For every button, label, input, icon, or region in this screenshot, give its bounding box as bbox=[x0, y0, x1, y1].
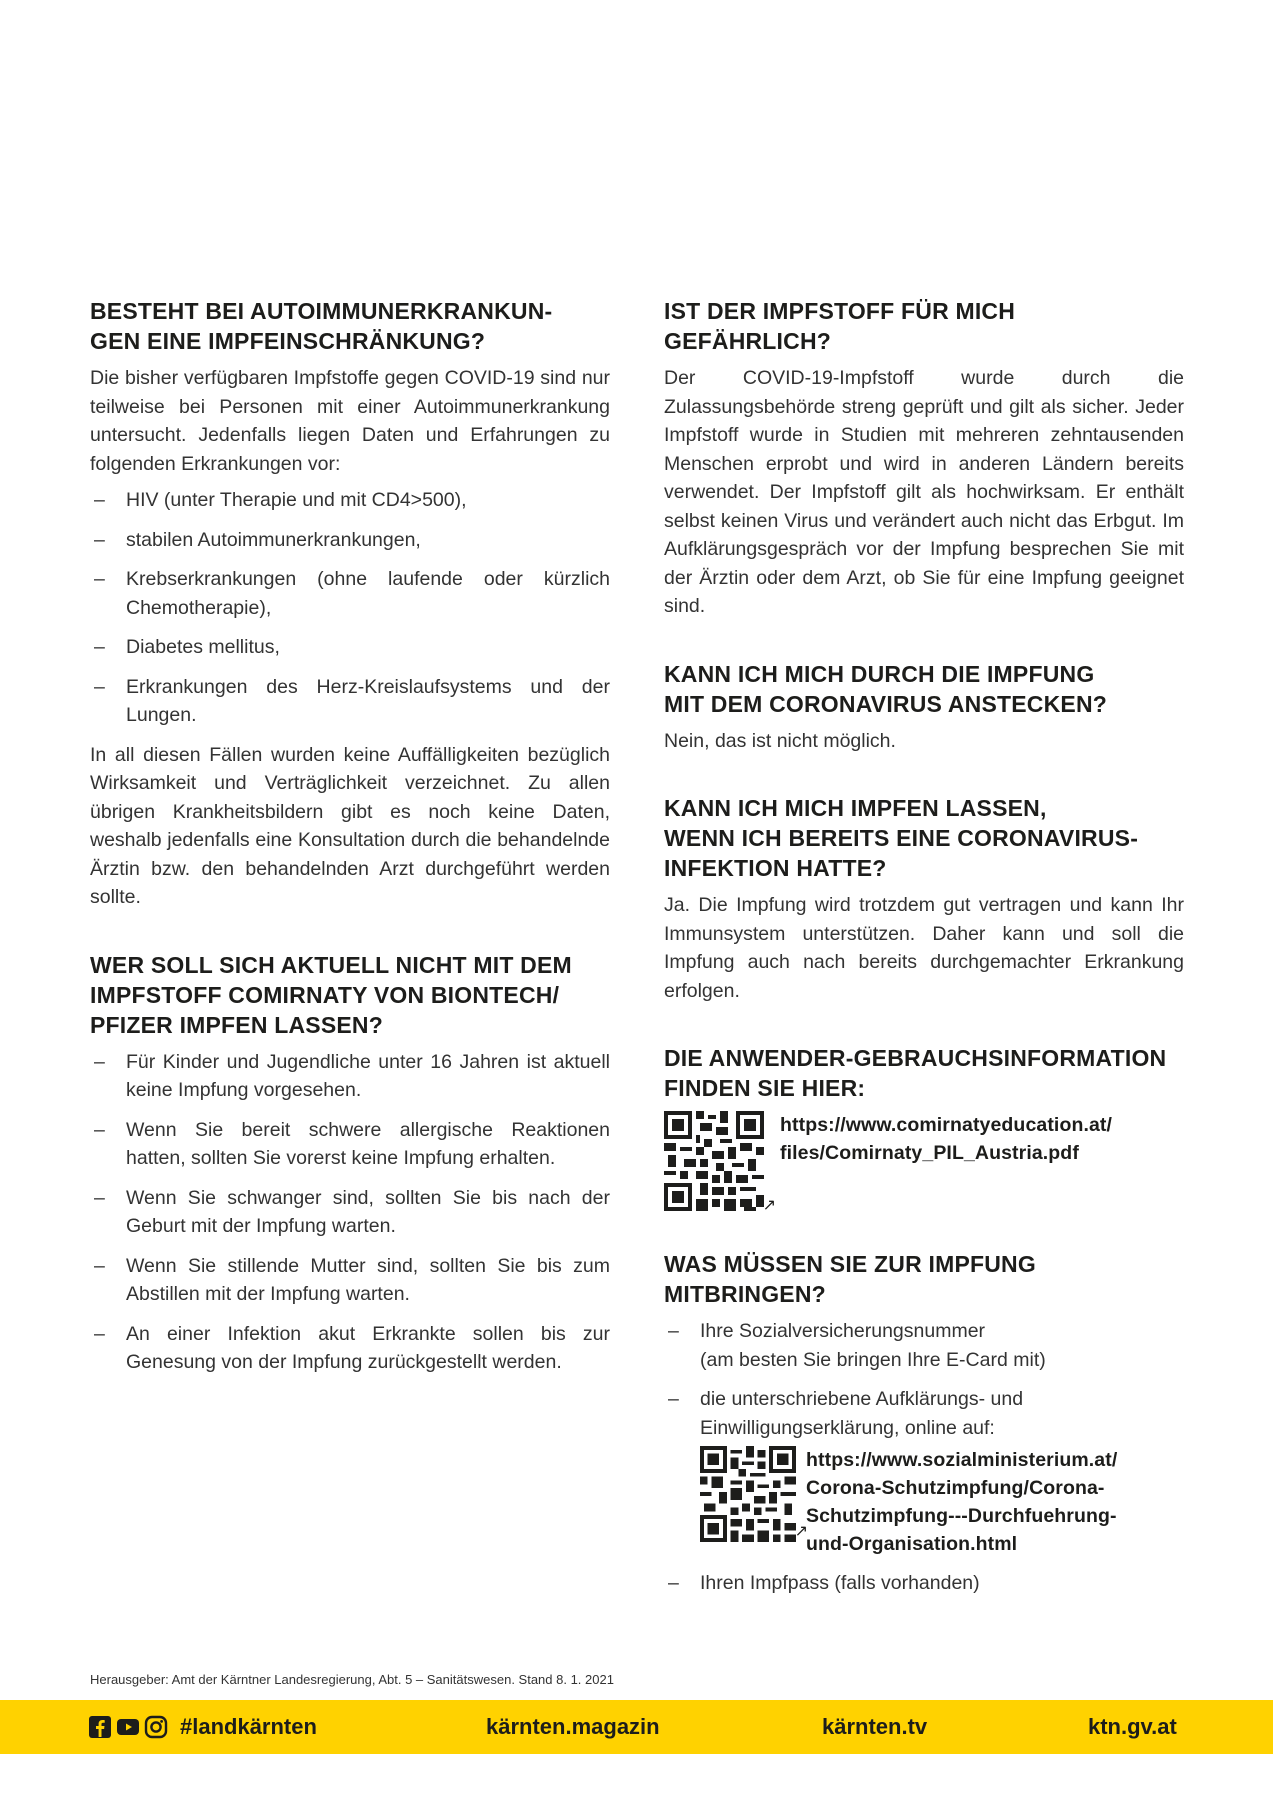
list-item: – HIV (unter Therapie und mit CD4>500), bbox=[90, 486, 610, 515]
heading-autoimmune bbox=[90, 296, 610, 356]
arrow-icon: ↗ bbox=[794, 1522, 808, 1540]
list-item: – Ihren Impfpass (falls vorhanden) bbox=[664, 1569, 1184, 1598]
list-item: – Krebserkrankungen (ohne laufende oder kürzlich Chemotherapie), bbox=[90, 565, 610, 622]
facebook-icon[interactable] bbox=[88, 1715, 112, 1739]
list-item-text: die unterschriebene Aufklärungs- und Einwilligungserklärung, online auf: bbox=[700, 1388, 1024, 1439]
list-item: – An einer Infektion akut Erkrankte sollen bis zur Genesung von der Impfung zurückgestellt werden. bbox=[90, 1320, 610, 1377]
qr-code-icon[interactable] bbox=[664, 1111, 776, 1214]
section-bring bbox=[664, 1249, 1184, 1598]
list-item: – Wenn Sie stillende Mutter sind, sollten Sie bis zum Abstillen mit der Impfung warten. bbox=[90, 1252, 610, 1309]
link-line: und-Organisation.html bbox=[806, 1533, 1018, 1555]
link-line: Schutzimpfung---Durchfuehrung- bbox=[806, 1505, 1117, 1527]
heading-previous-infection bbox=[664, 793, 1184, 883]
heading-line: BESTEHT BEI AUTOIMMUNERKRANKUN- bbox=[90, 298, 553, 324]
section-info-leaflet bbox=[664, 1043, 1184, 1214]
link-line: files/Comirnaty_PIL_Austria.pdf bbox=[780, 1142, 1079, 1164]
list-item: – stabilen Autoimmunerkrankungen, bbox=[90, 526, 610, 555]
footer-bar bbox=[0, 1700, 1273, 1754]
heading-line: KANN ICH MICH DURCH DIE IMPFUNG bbox=[664, 660, 1095, 687]
right-column bbox=[664, 296, 1184, 1636]
qr-code-icon[interactable] bbox=[700, 1446, 808, 1542]
magazin-link[interactable]: kärnten.magazin bbox=[486, 1714, 660, 1739]
qr-link-row bbox=[664, 1111, 1184, 1214]
body-text: Ja. Die Impfung wird trotzdem gut vertragen und kann Ihr Immunsystem unterstützen. Daher kann und soll die Impfung auch nach bereits durchgemachter Erkrankung erfolgen. bbox=[664, 894, 1184, 1002]
tv-link[interactable]: kärnten.tv bbox=[822, 1714, 928, 1739]
outro-text: In all diesen Fällen wurden keine Auffälligkeiten bezüglich Wirksamkeit und Verträglichkeit verzeichnet. Zu allen übrigen Krankheitsbildern gibt es noch keine Daten, weshalb jedenfalls eine Konsultation durch die behandelnde Ärztin bzw. den behandelnden Arzt durchgeführt werden sollte. bbox=[90, 743, 610, 908]
heading-who-not bbox=[90, 950, 610, 1040]
body-text: Nein, das ist nicht möglich. bbox=[664, 729, 896, 752]
section-infect bbox=[664, 659, 1184, 756]
heading-bring bbox=[664, 1249, 1184, 1309]
hashtag-link[interactable]: #landkärnten bbox=[180, 1714, 317, 1739]
publisher-credit: Herausgeber: Amt der Kärntner Landesregierung, Abt. 5 – Sanitätswesen. Stand 8. 1. 2021 bbox=[90, 1672, 614, 1687]
section-dangerous bbox=[664, 296, 1184, 621]
heading-line: MITBRINGEN? bbox=[664, 1281, 826, 1307]
link-line: https://www.comirnatyeducation.at/ bbox=[780, 1114, 1113, 1136]
heading-line: KANN ICH MICH IMPFEN LASSEN, bbox=[664, 795, 1047, 821]
list-item: – Diabetes mellitus, bbox=[90, 633, 610, 662]
heading-line: GEFÄHRLICH? bbox=[664, 328, 832, 354]
heading-line: MIT DEM CORONAVIRUS ANSTECKEN? bbox=[664, 690, 1107, 717]
intro-text: Die bisher verfügbaren Impfstoffe gegen COVID-19 sind nur teilweise bei Personen mit einer Autoimmunerkrankung untersucht. Jedenfalls liegen Daten und Erfahrungen zu folgenden Erkrankungen vor: bbox=[90, 367, 610, 475]
list-item-line: (am besten Sie bringen Ihre E-Card mit) bbox=[700, 1348, 1046, 1371]
heading-line: WAS MÜSSEN SIE ZUR IMPFUNG bbox=[664, 1251, 1036, 1277]
social-links bbox=[88, 1714, 317, 1740]
list-item bbox=[664, 1385, 1184, 1558]
section-previous-infection bbox=[664, 793, 1184, 1005]
heading-line: PFIZER IMPFEN LASSEN? bbox=[90, 1011, 383, 1038]
section-who-not bbox=[90, 950, 610, 1377]
list-item bbox=[664, 1317, 1184, 1374]
heading-line: GEN EINE IMPFEINSCHRÄNKUNG? bbox=[90, 328, 486, 354]
exclusion-list bbox=[90, 1048, 610, 1377]
heading-line: WENN ICH BEREITS EINE CORONAVIRUS- bbox=[664, 825, 1139, 851]
heading-line: INFEKTION HATTE? bbox=[664, 855, 887, 881]
list-item-line: Ihre Sozialversicherungsnummer bbox=[700, 1320, 986, 1342]
list-item: – Wenn Sie schwanger sind, sollten Sie bis nach der Geburt mit der Impfung warten. bbox=[90, 1184, 610, 1241]
heading-line: DIE ANWENDER-GEBRAUCHSINFORMATION bbox=[664, 1045, 1167, 1071]
qr-link-row bbox=[700, 1446, 1184, 1558]
heading-line: IMPFSTOFF COMIRNATY VON BIONTECH/ bbox=[90, 981, 560, 1008]
list-item: – Erkrankungen des Herz-Kreislaufsystems und der Lungen. bbox=[90, 673, 610, 730]
heading-line: IST DER IMPFSTOFF FÜR MICH bbox=[664, 298, 1016, 324]
list-item: – Wenn Sie bereit schwere allergische Reaktionen hatten, sollten Sie vorerst keine Impfung erhalten. bbox=[90, 1116, 610, 1173]
left-column bbox=[90, 296, 610, 1415]
condition-list bbox=[90, 486, 610, 730]
heading-infect bbox=[664, 659, 1184, 719]
body-text: Der COVID-19-Impfstoff wurde durch die Zulassungsbehörde streng geprüft und gilt als sicher. Jeder Impfstoff wurde in Studien mit mehreren zehntausenden Menschen erprobt und wird in anderen Ländern bereits verwendet. Der Impfstoff gilt als hochwirksam. Er enthält selbst keinen Virus und verändert auch nicht das Erbgut. Im Aufklärungsgespräch vor der Impfung besprechen Sie mit der Ärztin oder dem Arzt, ob Sie für eine Impfung geeignet sind. bbox=[664, 367, 1184, 617]
consent-form-link[interactable] bbox=[806, 1446, 1117, 1558]
heading-info-leaflet bbox=[664, 1043, 1184, 1103]
list-item: – Für Kinder und Jugendliche unter 16 Jahren ist aktuell keine Impfung vorgesehen. bbox=[90, 1048, 610, 1105]
link-line: https://www.sozialministerium.at/ bbox=[806, 1449, 1118, 1471]
heading-line: WER SOLL SICH AKTUELL NICHT MIT DEM bbox=[90, 951, 572, 978]
bring-list bbox=[664, 1317, 1184, 1598]
heading-dangerous bbox=[664, 296, 1184, 356]
section-autoimmune bbox=[90, 296, 610, 912]
heading-line: FINDEN SIE HIER: bbox=[664, 1075, 866, 1101]
arrow-icon: ↗ bbox=[762, 1197, 776, 1214]
leaflet-link[interactable] bbox=[780, 1111, 1112, 1167]
website-link[interactable]: ktn.gv.at bbox=[1088, 1714, 1177, 1739]
link-line: Corona-Schutzimpfung/Corona- bbox=[806, 1477, 1105, 1499]
youtube-icon[interactable] bbox=[116, 1715, 140, 1739]
instagram-icon[interactable] bbox=[144, 1715, 168, 1739]
